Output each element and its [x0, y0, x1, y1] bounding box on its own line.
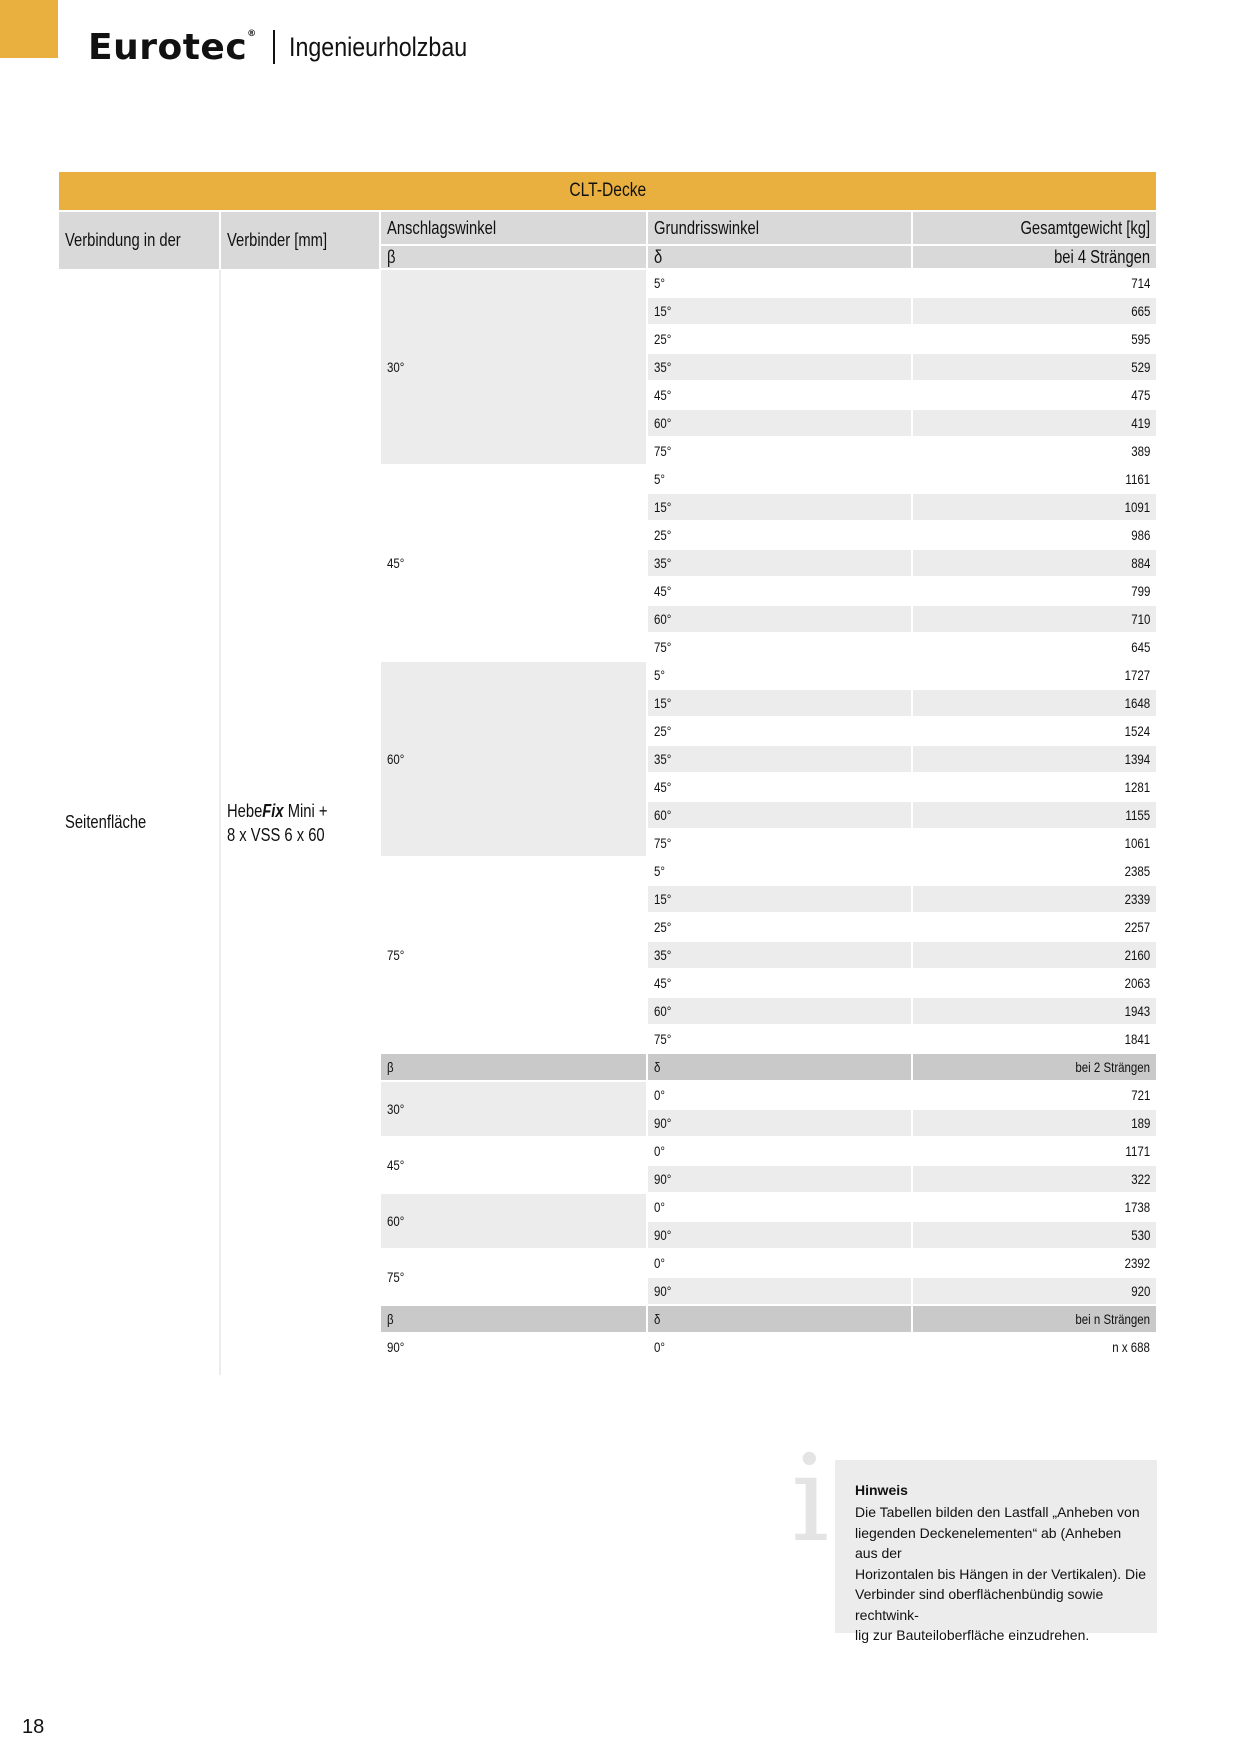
weight-value: 1524 [1124, 723, 1150, 739]
beta-header: β [381, 246, 646, 268]
weight-value: 1738 [1124, 1199, 1150, 1215]
delta-value: 75° [654, 1031, 672, 1047]
weight-value: 1648 [913, 690, 1156, 716]
delta-value: 35° [648, 746, 911, 772]
delta-value: 0° [654, 1143, 665, 1159]
delta-header: δ [648, 246, 911, 268]
beta-value: 90° [387, 1339, 405, 1355]
delta-value: 25° [654, 919, 672, 935]
delta-value: 5° [654, 275, 665, 291]
weight-value: 1841 [1124, 1031, 1150, 1047]
delta-value: 0° [654, 1087, 665, 1103]
col-header-gewicht: Gesamtgewicht [kg] [913, 212, 1156, 244]
beta-value: 75° [387, 1269, 405, 1285]
beta-value: 30° [381, 270, 646, 464]
delta-value: 45° [654, 583, 672, 599]
weight-value: 2385 [1124, 863, 1150, 879]
table-title-text: CLT-Decke [569, 180, 646, 201]
weight-value: 714 [1130, 275, 1150, 291]
weight-value: 1943 [913, 998, 1156, 1024]
delta-header: δ [648, 1054, 911, 1080]
weight-label: bei 4 Strängen [913, 246, 1156, 268]
weight-value: 645 [1130, 639, 1150, 655]
hint-box [791, 1430, 1157, 1643]
weight-value: 1727 [1124, 667, 1150, 683]
weight-value: 665 [913, 298, 1156, 324]
corner-accent [0, 0, 58, 58]
delta-value: 5° [654, 471, 665, 487]
delta-value: 5° [654, 667, 665, 683]
hint-title: Hinweis [855, 1482, 908, 1498]
weight-value: 419 [913, 410, 1156, 436]
delta-value: 60° [648, 410, 911, 436]
weight-value: 721 [1130, 1087, 1150, 1103]
beta-value: 75° [387, 947, 405, 963]
delta-value: 75° [654, 639, 672, 655]
weight-value: 1394 [913, 746, 1156, 772]
col-header-grundriss: Grundrisswinkel [648, 212, 911, 244]
weight-value: 799 [1130, 583, 1150, 599]
delta-value: 0° [654, 1339, 665, 1355]
delta-value: 90° [648, 1110, 911, 1136]
weight-value: 529 [913, 354, 1156, 380]
weight-value: 1281 [1124, 779, 1150, 795]
weight-value: 189 [913, 1110, 1156, 1136]
brand-logo [88, 27, 257, 68]
delta-value: 45° [654, 779, 672, 795]
weight-value: 1171 [1125, 1143, 1150, 1159]
table-grid [59, 210, 1156, 1410]
delta-value: 0° [654, 1255, 665, 1271]
weight-value: 1091 [913, 494, 1156, 520]
weight-value: 595 [1130, 331, 1150, 347]
beta-value: 45° [387, 1157, 405, 1173]
page-number: 18 [22, 1716, 45, 1738]
beta-value: 60° [381, 662, 646, 856]
beta-value: 30° [381, 1082, 646, 1136]
delta-value: 60° [648, 606, 911, 632]
weight-value: 884 [913, 550, 1156, 576]
col-header-verbinder: Verbinder [mm] [221, 212, 379, 269]
delta-value: 75° [654, 835, 672, 851]
delta-value: 25° [654, 527, 672, 543]
weight-label: bei n Strängen [913, 1306, 1156, 1332]
weight-value: 475 [1130, 387, 1150, 403]
trademark: ® [247, 28, 257, 39]
info-icon: i [791, 1430, 830, 1569]
delta-value: 60° [648, 802, 911, 828]
delta-value: 15° [648, 886, 911, 912]
weight-value: 2160 [913, 942, 1156, 968]
delta-value: 60° [648, 998, 911, 1024]
weight-value: 920 [913, 1278, 1156, 1304]
beta-value: 45° [387, 555, 405, 571]
col-header-anschlag: Anschlagswinkel [381, 212, 646, 244]
delta-value: 45° [654, 387, 672, 403]
weight-value: 322 [913, 1166, 1156, 1192]
weight-value: 2257 [1124, 919, 1150, 935]
section-title: Ingenieurholzbau [288, 31, 467, 62]
delta-value: 25° [654, 331, 672, 347]
delta-value: 25° [654, 723, 672, 739]
beta-header: β [381, 1054, 646, 1080]
verbinder-cell: HebeFix Mini + 8 x VSS 6 x 60 [227, 800, 328, 845]
weight-value: 986 [1130, 527, 1150, 543]
brand-name: Eurotec [88, 26, 248, 68]
delta-value: 5° [654, 863, 665, 879]
delta-value: 75° [654, 443, 672, 459]
delta-value: 15° [648, 298, 911, 324]
clt-table [59, 172, 1156, 1410]
delta-value: 35° [648, 942, 911, 968]
delta-value: 45° [654, 975, 672, 991]
beta-value: 60° [381, 1194, 646, 1248]
delta-value: 90° [648, 1222, 911, 1248]
weight-label: bei 2 Strängen [913, 1054, 1156, 1080]
weight-value: 2063 [1124, 975, 1150, 991]
table-title [59, 172, 1156, 210]
header-divider [273, 30, 275, 64]
verbindung-cell: Seitenfläche [65, 812, 147, 832]
page-header [88, 26, 496, 68]
delta-value: 35° [648, 354, 911, 380]
weight-value: 1161 [1125, 471, 1150, 487]
delta-value: 0° [654, 1199, 665, 1215]
weight-value: 2339 [913, 886, 1156, 912]
col-header-verbindung: Verbindung in der [59, 212, 219, 269]
weight-value: 2392 [1124, 1255, 1150, 1271]
weight-value: 1061 [1124, 835, 1150, 851]
weight-value: 389 [1130, 443, 1150, 459]
weight-value: 710 [913, 606, 1156, 632]
delta-value: 35° [648, 550, 911, 576]
weight-value: n x 688 [1112, 1339, 1150, 1355]
delta-value: 15° [648, 494, 911, 520]
weight-value: 1155 [913, 802, 1156, 828]
delta-value: 90° [648, 1166, 911, 1192]
weight-value: 530 [913, 1222, 1156, 1248]
delta-value: 15° [648, 690, 911, 716]
delta-header: δ [648, 1306, 911, 1332]
delta-value: 90° [648, 1278, 911, 1304]
beta-header: β [381, 1306, 646, 1332]
hint-text: Die Tabellen bilden den Lastfall „Anheben von liegenden Deckenelementen“ ab (Anheben aus der Horizontalen bis Hängen in der Vertikalen). Die Verbinder sind oberflächenbündig sowie rechtwink- lig zur Bauteiloberfläche einzudrehen. [855, 1504, 1147, 1643]
